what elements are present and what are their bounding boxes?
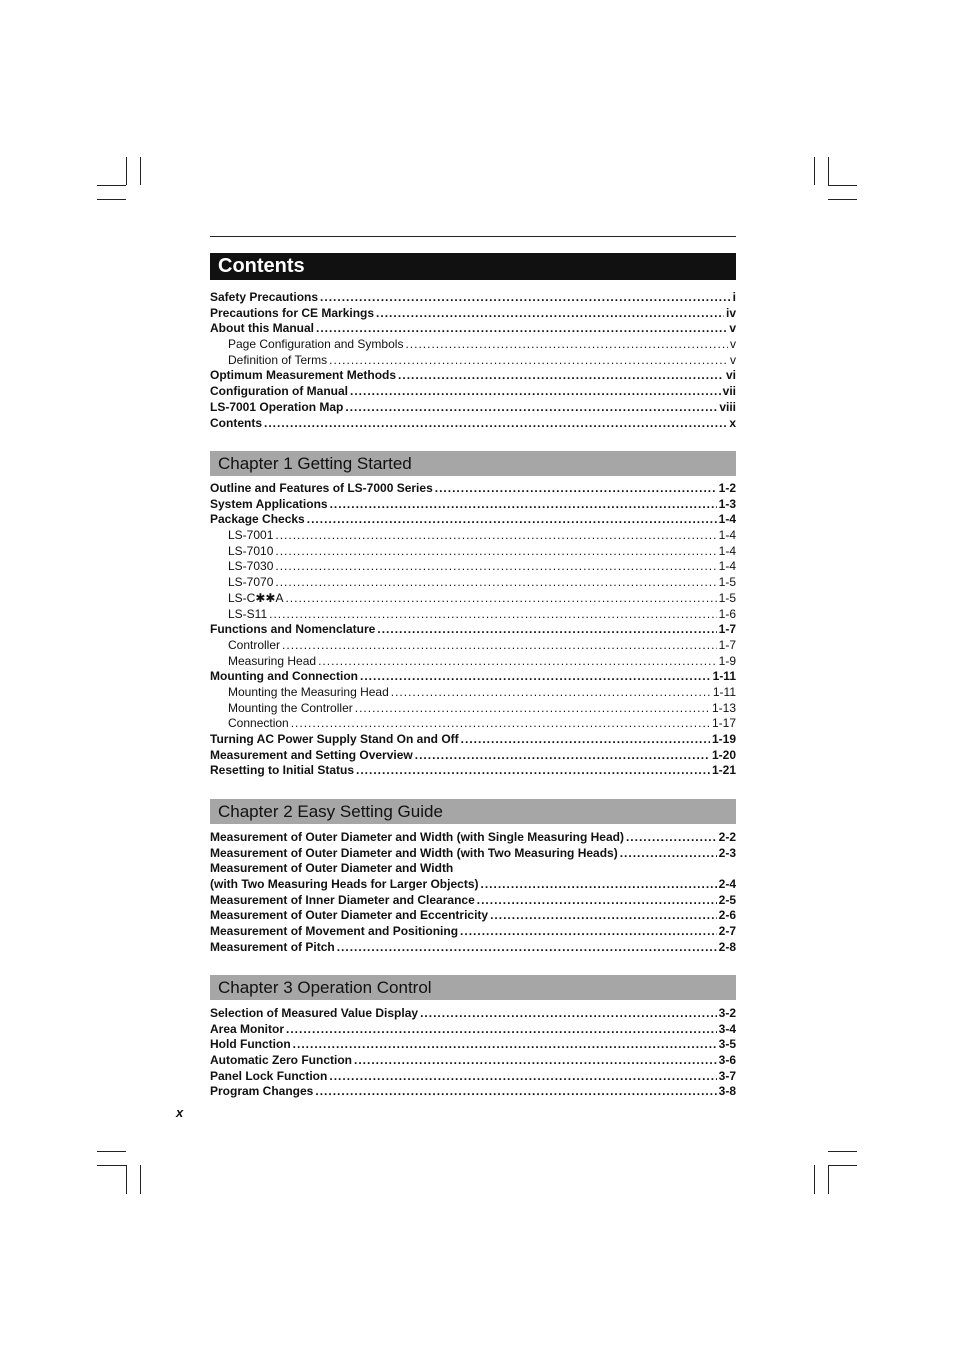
toc-entry-title: Measurement and Setting Overview [210, 747, 413, 762]
dot-leader [460, 924, 717, 940]
toc-entry-title: Program Changes [210, 1084, 314, 1099]
toc-entry-page: 1-13 [711, 700, 736, 715]
toc-entry-page: v [729, 321, 736, 336]
dot-leader [435, 481, 717, 497]
dot-leader [398, 368, 724, 384]
toc-entry-title: LS-C✱✱A [228, 590, 284, 605]
crop-mark [828, 1165, 857, 1166]
toc-entry-page: 1-4 [718, 559, 736, 574]
toc-entry-page: 2-7 [718, 924, 736, 939]
toc-entry-page: 3-4 [718, 1021, 736, 1036]
toc-entry-title: Automatic Zero Function [210, 1053, 352, 1068]
dot-leader [620, 846, 717, 862]
toc-entry[interactable] [210, 846, 736, 862]
toc-entry-page: 1-9 [718, 653, 736, 668]
toc-entry[interactable] [210, 1022, 736, 1038]
crop-mark [140, 157, 141, 185]
dot-leader [377, 622, 716, 638]
toc-entry-title: Measuring Head [228, 653, 317, 668]
dot-leader [291, 716, 710, 732]
toc-entry-title: Hold Function [210, 1037, 291, 1052]
dot-leader [330, 497, 717, 513]
toc-entry-title: Connection [228, 716, 289, 731]
toc-entry-page: 3-8 [718, 1084, 736, 1099]
toc-entry[interactable] [210, 416, 736, 432]
toc-entry-title: Definition of Terms [228, 352, 328, 367]
toc-entry-page: 2-3 [718, 845, 736, 860]
toc-entry-page: 1-21 [711, 763, 736, 778]
dot-leader [356, 763, 710, 779]
toc-entry[interactable] [210, 701, 736, 717]
toc-entry[interactable] [210, 654, 736, 670]
crop-mark [828, 1165, 829, 1194]
toc-entry-page: 1-5 [718, 590, 736, 605]
toc-entry[interactable] [210, 591, 736, 607]
toc-entry-title: Area Monitor [210, 1021, 285, 1036]
toc-entry-page: x [729, 415, 736, 430]
toc-entry-title: About this Manual [210, 321, 314, 336]
toc-entry[interactable] [210, 732, 736, 748]
toc-entry-page: 3-6 [718, 1053, 736, 1068]
toc-entry-title: LS-S11 [228, 606, 268, 621]
dot-leader [275, 528, 716, 544]
crop-mark [828, 157, 829, 185]
toc-entry[interactable] [210, 544, 736, 560]
toc-entry-title: Mounting the Measuring Head [228, 684, 389, 699]
dot-leader [337, 940, 717, 956]
dot-leader [293, 1037, 717, 1053]
toc-entry[interactable] [210, 1069, 736, 1085]
toc-entry[interactable] [210, 1006, 736, 1022]
toc-entry-title: Panel Lock Function [210, 1068, 328, 1083]
toc-entry[interactable] [210, 559, 736, 575]
toc-entry-title: LS-7001 Operation Map [210, 399, 344, 414]
dot-leader [376, 306, 724, 322]
toc-entry-page: 1-5 [718, 575, 736, 590]
toc-entry[interactable] [210, 763, 736, 779]
toc-entry[interactable] [210, 368, 736, 384]
toc-entry-page: 3-2 [718, 1006, 736, 1020]
dot-leader [275, 544, 716, 560]
toc-entry-title: LS-7001 [228, 528, 274, 543]
toc-entry-title: System Applications [210, 496, 328, 511]
dot-leader [316, 321, 727, 337]
toc-entry-title: Outline and Features of LS-7000 Series [210, 481, 433, 495]
crop-mark [126, 157, 127, 185]
toc-entry-page: v [730, 337, 736, 352]
toc-entry-page: 1-20 [711, 747, 736, 762]
dot-leader [320, 290, 731, 306]
front-matter-list [210, 290, 736, 431]
dot-leader [354, 1053, 717, 1069]
dot-leader [282, 638, 717, 654]
dot-leader [329, 1069, 716, 1085]
toc-entry-title: LS-7070 [228, 575, 274, 590]
toc-entry-page: 1-4 [718, 528, 736, 543]
toc-entry[interactable] [210, 306, 736, 322]
toc-entry-title: Mounting and Connection [210, 669, 358, 684]
toc-entry-page: vi [725, 368, 736, 383]
toc-entry-page: 2-4 [718, 877, 736, 892]
dot-leader [360, 669, 711, 685]
toc-entry-page: 2-2 [718, 830, 736, 844]
toc-entry[interactable] [210, 830, 736, 846]
toc-entry[interactable] [210, 607, 736, 623]
toc-entry-title: Measurement of Outer Diameter and Width [210, 861, 454, 876]
toc-entry-title: Measurement of Outer Diameter and Eccentricity [210, 908, 489, 923]
toc-entry[interactable] [210, 1037, 736, 1053]
toc-entry-page: 1-3 [718, 496, 736, 511]
toc-entry-title: Selection of Measured Value Display [210, 1006, 419, 1020]
dot-leader [626, 830, 717, 846]
chapter-heading: Chapter 2 Easy Setting Guide [210, 799, 736, 824]
toc-entry-page: i [732, 290, 736, 304]
dot-leader [405, 337, 728, 353]
toc-entry-page: 1-17 [711, 716, 736, 731]
crop-mark [97, 199, 126, 200]
dot-leader [391, 685, 711, 701]
top-rule [210, 236, 736, 237]
toc-entry-page: 3-5 [718, 1037, 736, 1052]
toc-entry-page: 2-8 [718, 939, 736, 954]
toc-entry[interactable] [210, 748, 736, 764]
dot-leader [350, 384, 721, 400]
toc-entry-title: Resetting to Initial Status [210, 763, 355, 778]
toc-entry-page: 1-6 [718, 606, 736, 621]
toc-entry-title: LS-7010 [228, 543, 274, 558]
dot-leader [307, 512, 717, 528]
toc-entry[interactable] [210, 893, 736, 909]
crop-mark [126, 1165, 127, 1194]
dot-leader [477, 893, 717, 909]
toc-entry-title: Functions and Nomenclature [210, 622, 376, 637]
dot-leader [345, 400, 717, 416]
dot-leader [415, 748, 710, 764]
dot-leader [275, 559, 716, 575]
toc-entry[interactable] [210, 908, 736, 924]
toc-entry-page: v [730, 352, 736, 367]
crop-mark [814, 1165, 815, 1194]
toc-entry-title: Package Checks [210, 512, 305, 527]
dot-leader [269, 607, 717, 623]
toc-entry[interactable] [210, 638, 736, 654]
toc-entry-title: Configuration of Manual [210, 384, 348, 399]
toc-entry-page: 1-2 [718, 481, 736, 495]
dot-leader [461, 732, 710, 748]
toc-entry-page: 2-5 [718, 892, 736, 907]
dot-leader [329, 353, 728, 369]
page-title: Contents [210, 253, 736, 280]
toc-entry-page: 1-19 [711, 732, 736, 746]
toc-entry[interactable] [210, 528, 736, 544]
toc-entry-title: Precautions for CE Markings [210, 305, 375, 320]
crop-mark [828, 185, 857, 186]
toc-entry[interactable] [210, 1053, 736, 1069]
crop-mark [140, 1165, 141, 1194]
toc-entry[interactable] [210, 685, 736, 701]
dot-leader [264, 416, 727, 432]
toc-entry[interactable] [210, 1084, 736, 1100]
toc-entry[interactable] [210, 940, 736, 956]
dot-leader [275, 575, 716, 591]
toc-entry-page: 1-4 [718, 543, 736, 558]
toc-entry[interactable] [210, 512, 736, 528]
toc-entry[interactable] [210, 353, 736, 369]
dot-leader [318, 654, 717, 670]
toc-entry[interactable] [210, 924, 736, 940]
toc-entry-page: iv [725, 305, 736, 320]
toc-entry[interactable] [210, 622, 736, 638]
toc-entry-page: 1-4 [718, 512, 736, 527]
chapter-3-list [210, 1006, 736, 1100]
toc-entry[interactable] [210, 481, 736, 497]
dot-leader [286, 1022, 717, 1038]
toc-entry[interactable] [210, 321, 736, 337]
toc-entry-title: Measurement of Inner Diameter and Clearance [210, 892, 475, 907]
toc-entry-page: 1-7 [718, 637, 736, 652]
toc-entry[interactable] [210, 400, 736, 416]
toc-entry-title: Safety Precautions [210, 290, 319, 304]
crop-mark [828, 1151, 857, 1152]
toc-entry-page: 1-11 [712, 684, 736, 699]
toc-entry-page: vii [722, 384, 736, 399]
toc-entry-title: Measurement of Outer Diameter and Width (with Two Measuring Heads) [210, 845, 618, 860]
toc-entry-page: 2-6 [718, 908, 736, 923]
dot-leader [490, 908, 717, 924]
toc-entry[interactable] [210, 575, 736, 591]
toc-entry-title: Optimum Measurement Methods [210, 368, 397, 383]
toc-entry[interactable] [210, 861, 736, 877]
crop-mark [814, 157, 815, 185]
page-number: x [176, 1105, 184, 1120]
dot-leader [285, 591, 716, 607]
toc-entry-title: LS-7030 [228, 559, 274, 574]
dot-leader [480, 877, 716, 893]
toc-entry-title: Contents [210, 415, 262, 430]
toc-entry-page: 1-7 [718, 622, 736, 637]
crop-mark [97, 1165, 126, 1166]
toc-entry-title: Controller [228, 637, 281, 652]
toc-entry-title: Measurement of Outer Diameter and Width (with Single Measuring Head) [210, 830, 624, 844]
toc-entry[interactable] [210, 384, 736, 400]
toc-entry[interactable] [210, 290, 736, 306]
dot-leader [315, 1084, 716, 1100]
toc-entry[interactable] [210, 877, 736, 893]
toc-entry[interactable] [210, 716, 736, 732]
chapter-heading: Chapter 3 Operation Control [210, 975, 736, 1000]
toc-entry[interactable] [210, 337, 736, 353]
toc-entry-title: Measurement of Pitch [210, 939, 335, 954]
chapter-1-list [210, 481, 736, 779]
toc-entry-title: Page Configuration and Symbols [228, 337, 404, 352]
crop-mark [97, 1151, 126, 1152]
dot-leader [420, 1006, 717, 1022]
toc-entry-title: Measurement of Movement and Positioning [210, 924, 459, 939]
toc-entry-title: (with Two Measuring Heads for Larger Objects) [210, 877, 479, 892]
toc-entry-page: viii [719, 399, 736, 414]
toc-entry[interactable] [210, 497, 736, 513]
toc-entry-page: 3-7 [718, 1068, 736, 1083]
crop-mark [828, 199, 857, 200]
chapter-2-list [210, 830, 736, 956]
toc-entry-page: 1-11 [712, 669, 736, 684]
toc-entry[interactable] [210, 669, 736, 685]
chapter-heading: Chapter 1 Getting Started [210, 451, 736, 476]
toc-entry-title: Mounting the Controller [228, 700, 353, 715]
crop-mark [97, 185, 126, 186]
dot-leader [355, 701, 710, 717]
toc-entry-title: Turning AC Power Supply Stand On and Off [210, 732, 459, 746]
